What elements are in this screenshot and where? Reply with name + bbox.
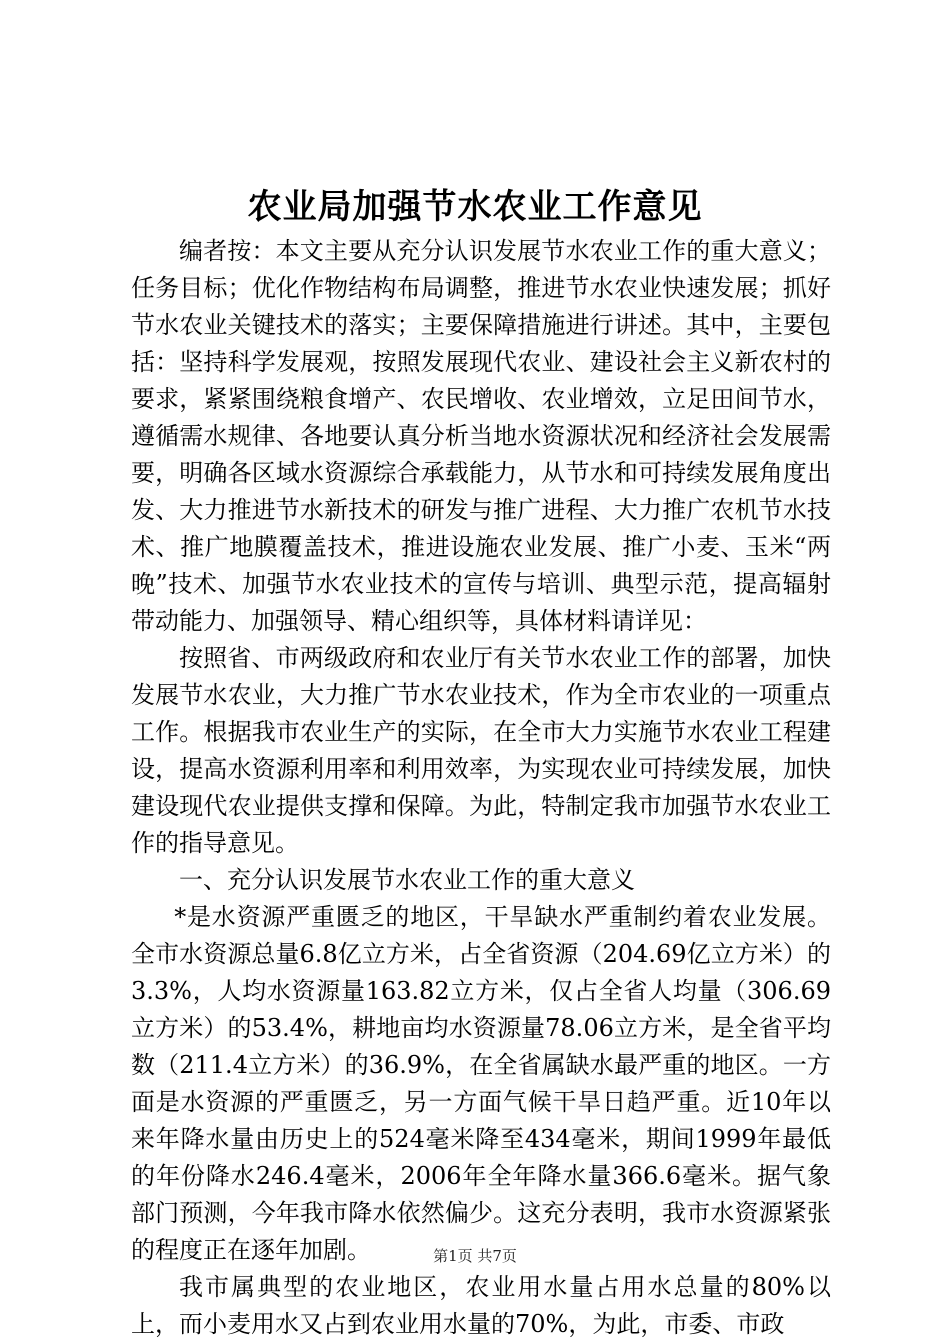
section-heading: 一、充分认识发展节水农业工作的重大意义 (179, 866, 635, 894)
document-body (131, 233, 831, 1343)
intro-paragraph: 按照省、市两级政府和农业厅有关节水农业工作的部署，加快发展节水农业，大力推广节水农业技术，作为全市农业的一项重点工作。根据我市农业生产的实际，在全市大力实施节水农业工程建设，提高水资源利用率和利用效率，为实现农业可持续发展，加快建设现代农业提供支撑和保障。为此，特制定我市加强节水农业工作的指导意见。 (131, 644, 831, 857)
page-footer: 第1页 共7页 (433, 1247, 517, 1265)
editor-note-paragraph: 编者按：本文主要从充分认识发展节水农业工作的重大意义；任务目标；优化作物结构布局调整，推进节水农业快速发展；抓好节水农业关键技术的落实；主要保障措施进行讲述。其中，主要包括：坚持科学发展观，按照发展现代农业、建设社会主义新农村的要求，紧紧围绕粮食增产、农民增收、农业增效，立足田间节水，遵循需水规律、各地要认真分析当地水资源状况和经济社会发展需要，明确各区域水资源综合承载能力，从节水和可持续发展角度出发、大力推进节水新技术的研发与推广进程、大力推广农机节水技术、推广地膜覆盖技术，推进设施农业发展、推广小麦、玉米“两晚”技术、加强节水农业技术的宣传与培训、典型示范，提高辐射带动能力、加强领导、精心组织等，具体材料请详见： (131, 237, 831, 635)
document-title: 农业局加强节水农业工作意见 (247, 187, 703, 227)
water-resources-paragraph: *是水资源严重匮乏的地区，干旱缺水严重制约着农业发展。全市水资源总量6.8亿立方米，占全省资源（204.69亿立方米）的3.3%，人均水资源量163.82立方米，仅占全省人均量（306.69立方米）的53.4%，耕地亩均水资源量78.06立方米，是全省平均数（211.4立方米）的36.9%，在全省属缺水最严重的地区。一方面是水资源的严重匮乏，另一方面气候干旱日趋严重。近10年以来年降水量由历史上的524毫米降至434毫米，期间1999年最低的年份降水246.4毫米，2006年全年降水量366.6毫米。据气象部门预测，今年我市降水依然偏少。这充分表明，我市水资源紧张的程度正在逐年加剧。 (131, 903, 831, 1264)
agriculture-water-paragraph: 我市属典型的农业地区，农业用水量占用水总量的80%以上，而小麦用水又占到农业用水量的70%，为此，市委、市政 (131, 1273, 831, 1338)
